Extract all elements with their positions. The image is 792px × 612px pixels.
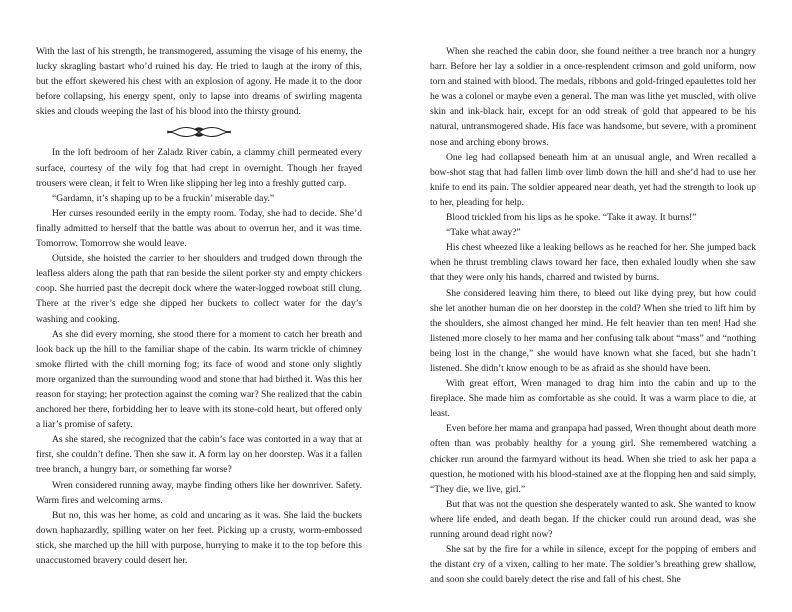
paragraph: “Gardamn, it’s shaping up to be a fruckin’ miserable day.” xyxy=(52,192,275,204)
right-page xyxy=(396,0,792,612)
flourish-icon xyxy=(166,124,232,140)
paragraph: Even before her mama and granpapa had passed, Wren thought about death more often than was probably healthy for a young girl. She remembered watching a chicker run around the farmyard without its head. When she tried to ask her papa a question, he motioned with his blood-stained axe at the flopping hen and said simply, “They die, we live, girl.” xyxy=(430,423,756,495)
paragraph: As she did every morning, she stood there for a moment to catch her breath and look back up the hill to the familiar shape of the cabin. Its warm trickle of chimney smoke flirted with the chill morning fog; its face of wood and stone only slightly more organized than the surrounding wood and stone that had birthed it. Was this her reason for staying; her protection against the coming war? She realized that the cabin anchored her there, forbidding her to leave with its stone-cold heart, but offered only a liar’s promise of safety. xyxy=(36,328,362,431)
paragraph: As she stared, she recognized that the cabin’s face was contorted in a way that at first, she couldn’t define. Then she saw it. A form lay on her doorstep. Was it a fallen tree branch, a hungry barr, or something far worse? xyxy=(36,434,362,476)
paragraph: Her curses resounded eerily in the empty room. Today, she had to decide. She’d finally admitted to herself that the battle was about to overrun her, and it was time. Tomorrow. Tomorrow she would leave. xyxy=(36,207,362,250)
paragraph: When she reached the cabin door, she found neither a tree branch nor a hungry barr. Before her lay a soldier in a once-resplendent crimson and gold uniform, now torn and stained with blood. The medals, ribbons and gold-fringed epaulettes told her he was a colonel or maybe even a general. The man was lithe yet muscled, with olive skin and ink-black hair, except for an odd streak of gold that appeared to be his natural, untransmogered shade. His face was handsome, but severe, with a prominent nose and arching ebony brows. xyxy=(430,46,756,148)
paragraph: Blood trickled from his lips as he spoke. “Take it away. It burns!” xyxy=(446,212,697,224)
paragraph: In the loft bedroom of her Zaladz River cabin, a clammy chill permeated every surface, courtesy of the wily fog that had crept in overnight. Though her frayed trousers were clean, it felt to Wren like slipping her leg into a freshly gutted carp. xyxy=(36,147,362,189)
paragraph: But that was not the question she desperately wanted to ask. She wanted to know where life ended, and death began. If the chicker could run around dead, was she running around dead right now? xyxy=(430,498,756,540)
paragraph: “Take what away?” xyxy=(446,227,521,239)
paragraph: Outside, she hoisted the carrier to her shoulders and trudged down through the leafless alders along the path that ran beside the silent porker sty and empty chickers coop. She hurried past the decrepit dock where the water-logged rowboat still clung. There at the river’s edge she dipped her buckets to collect water for the day’s washing and cooking. xyxy=(36,253,362,325)
scene-break-ornament xyxy=(36,119,362,145)
paragraph: She sat by the fire for a while in silence, except for the popping of embers and the distant cry of a vixen, calling to her mate. The soldier’s breathing grew shallow, and soon she could barely detect the rise and fall of his chest. She xyxy=(430,544,756,586)
left-text-column xyxy=(36,44,362,568)
paragraph: With great effort, Wren managed to drag him into the cabin and up to the fireplace. She made him as comfortable as she could. It was a warm place to die, at least. xyxy=(430,378,756,420)
paragraph: She considered leaving him there, to bleed out like dying prey, but how could she let another human die on her doorstep in the cold? When she tried to lift him by the shoulders, she almost changed her mind. He felt heavier than ten men! Had she listened more closely to her mama and her confusing talk about “mass” and “nothing being lost in the change,” she would have known what she faced, but she hadn’t listened. She didn’t know enough to be as afraid as she should have been. xyxy=(430,287,756,374)
paragraph: With the last of his strength, he transmogered, assuming the visage of his enemy, the lucky skragling bastart who’d ruined his day. He tried to laugh at the irony of this, but the effort skewered his chest with an explosion of agony. He made it to the door before collapsing, his energy spent, only to lapse into dreams of swirling magenta skies and clouds weeping the last of his blood into the thirsty ground. xyxy=(36,46,362,118)
right-text-column xyxy=(430,44,756,587)
paragraph: Wren considered running away, maybe finding others like her downriver. Safety. Warm fires and welcoming arms. xyxy=(36,479,362,506)
paragraph: One leg had collapsed beneath him at an unusual angle, and Wren recalled a bow-shot stag that had fallen limb over limb down the hill and she’d had to use her knife to end its pain. The soldier appeared near death, yet had the strength to look up to her, pleading for help. xyxy=(430,151,756,208)
paragraph: But no, this was her home, as cold and uncaring as it was. She laid the buckets down haphazardly, spilling water on her feet. Picking up a crusty, worm-embossed stick, she marched up the hill with purpose, hurrying to make it to the top before this unaccustomed bravery could desert her. xyxy=(36,509,362,566)
paragraph: His chest wheezed like a leaking bellows as he reached for her. She jumped back when he thrust trembling claws toward her face, then exhaled loudly when she saw that they were only his hands, charred and twisted by burns. xyxy=(430,242,756,284)
